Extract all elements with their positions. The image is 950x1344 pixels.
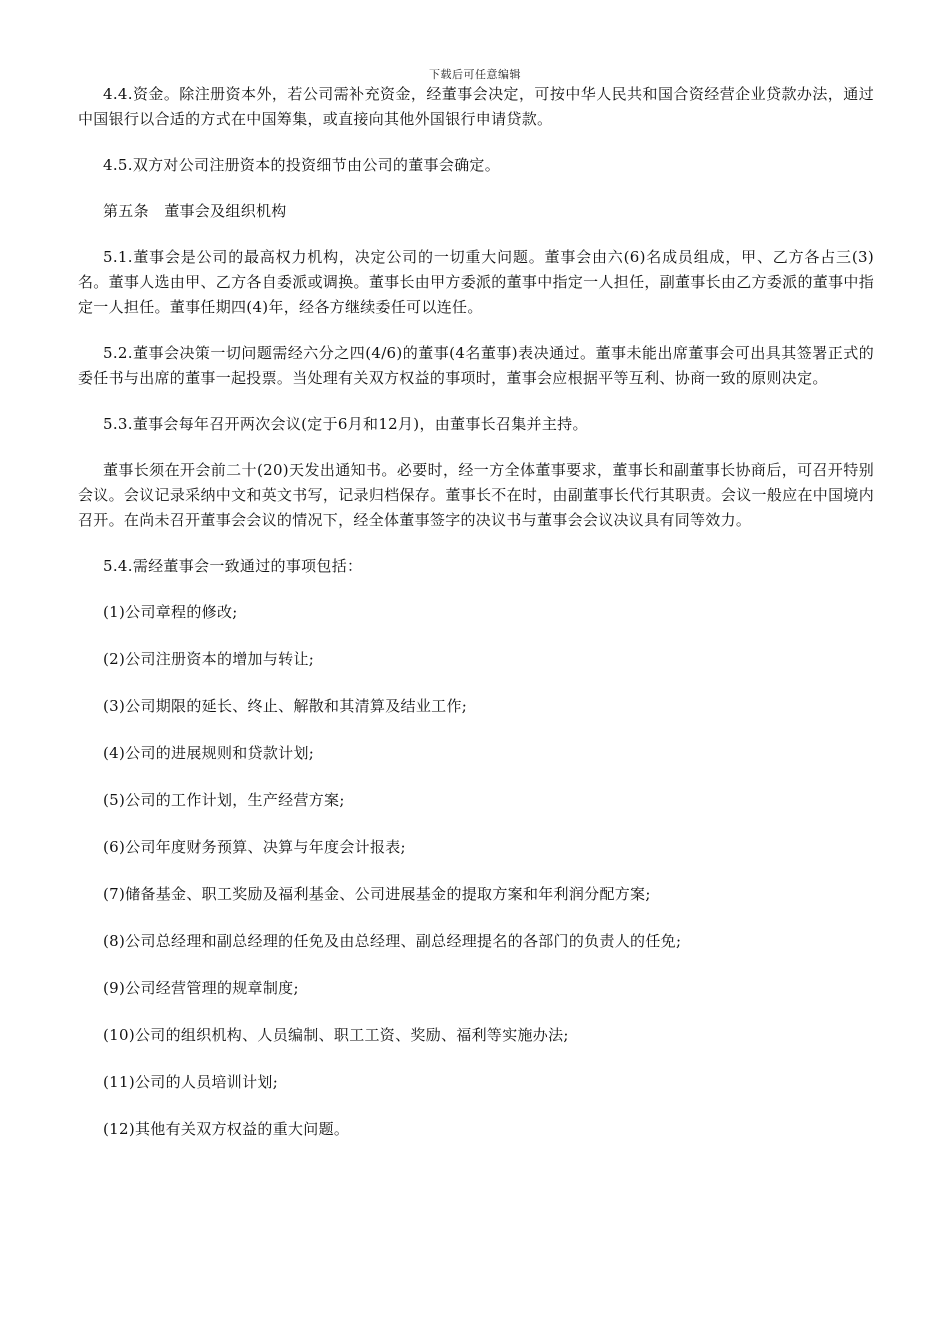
document-body xyxy=(78,82,874,1164)
article-5-heading: 第五条 董事会及组织机构 xyxy=(103,202,287,220)
paragraph-5-1: 5.1.董事会是公司的最高权力机构，决定公司的一切重大问题。董事会由六(6)名成员组成，甲、乙方各占三(3)名。董事人选由甲、乙方各自委派或调换。董事长由甲方委派的董事中指定一人担任，副董事长由乙方委派的董事中指定一人担任。董事任期四(4)年，经各方继续委任可以连任。 xyxy=(78,248,874,316)
paragraph-5-2: 5.2.董事会决策一切问题需经六分之四(4/6)的董事(4名董事)表决通过。董事未能出席董事会可出具其签署正式的委任书与出席的董事一起投票。当处理有关双方权益的事项时，董事会应根据平等互利、协商一致的原则决定。 xyxy=(78,344,874,387)
list-item: (2)公司注册资本的增加与转让; xyxy=(103,650,315,668)
list-item: (9)公司经营管理的规章制度; xyxy=(103,979,299,997)
list-item: (1)公司章程的修改; xyxy=(103,603,238,621)
list-item: (12)其他有关双方权益的重大问题。 xyxy=(103,1120,350,1138)
header-note: 下载后可任意编辑 xyxy=(429,68,521,81)
paragraph-5-4: 5.4.需经董事会一致通过的事项包括： xyxy=(103,557,363,575)
paragraph-4-4: 4.4.资金。除注册资本外，若公司需补充资金，经董事会决定，可按中华人民共和国合资经营企业贷款办法，通过中国银行以合适的方式在中国筹集，或直接向其他外国银行申请贷款。 xyxy=(78,85,874,128)
paragraph-4-5: 4.5.双方对公司注册资本的投资细节由公司的董事会确定。 xyxy=(103,156,501,174)
list-item: (3)公司期限的延长、终止、解散和其清算及结业工作; xyxy=(103,697,468,715)
list-item: (10)公司的组织机构、人员编制、职工工资、奖励、福利等实施办法; xyxy=(103,1026,569,1044)
paragraph-5-3: 5.3.董事会每年召开两次会议(定于6月和12月)，由董事长召集并主持。 xyxy=(103,415,588,433)
list-item: (8)公司总经理和副总经理的任免及由总经理、副总经理提名的各部门的负责人的任免; xyxy=(103,932,682,950)
list-item: (4)公司的进展规则和贷款计划; xyxy=(103,744,315,762)
paragraph-chairman-notice: 董事长须在开会前二十(20)天发出通知书。必要时，经一方全体董事要求，董事长和副董事长协商后，可召开特别会议。会议记录采纳中文和英文书写，记录归档保存。董事长不在时，由副董事长代行其职责。会议一般应在中国境内召开。在尚未召开董事会会议的情况下，经全体董事签字的决议书与董事会会议决议具有同等效力。 xyxy=(78,461,874,529)
list-item: (5)公司的工作计划，生产经营方案; xyxy=(103,791,345,809)
list-item: (7)储备基金、职工奖励及福利基金、公司进展基金的提取方案和年利润分配方案; xyxy=(103,885,651,903)
list-item: (6)公司年度财务预算、决算与年度会计报表; xyxy=(103,838,406,856)
list-item: (11)公司的人员培训计划; xyxy=(103,1073,279,1091)
